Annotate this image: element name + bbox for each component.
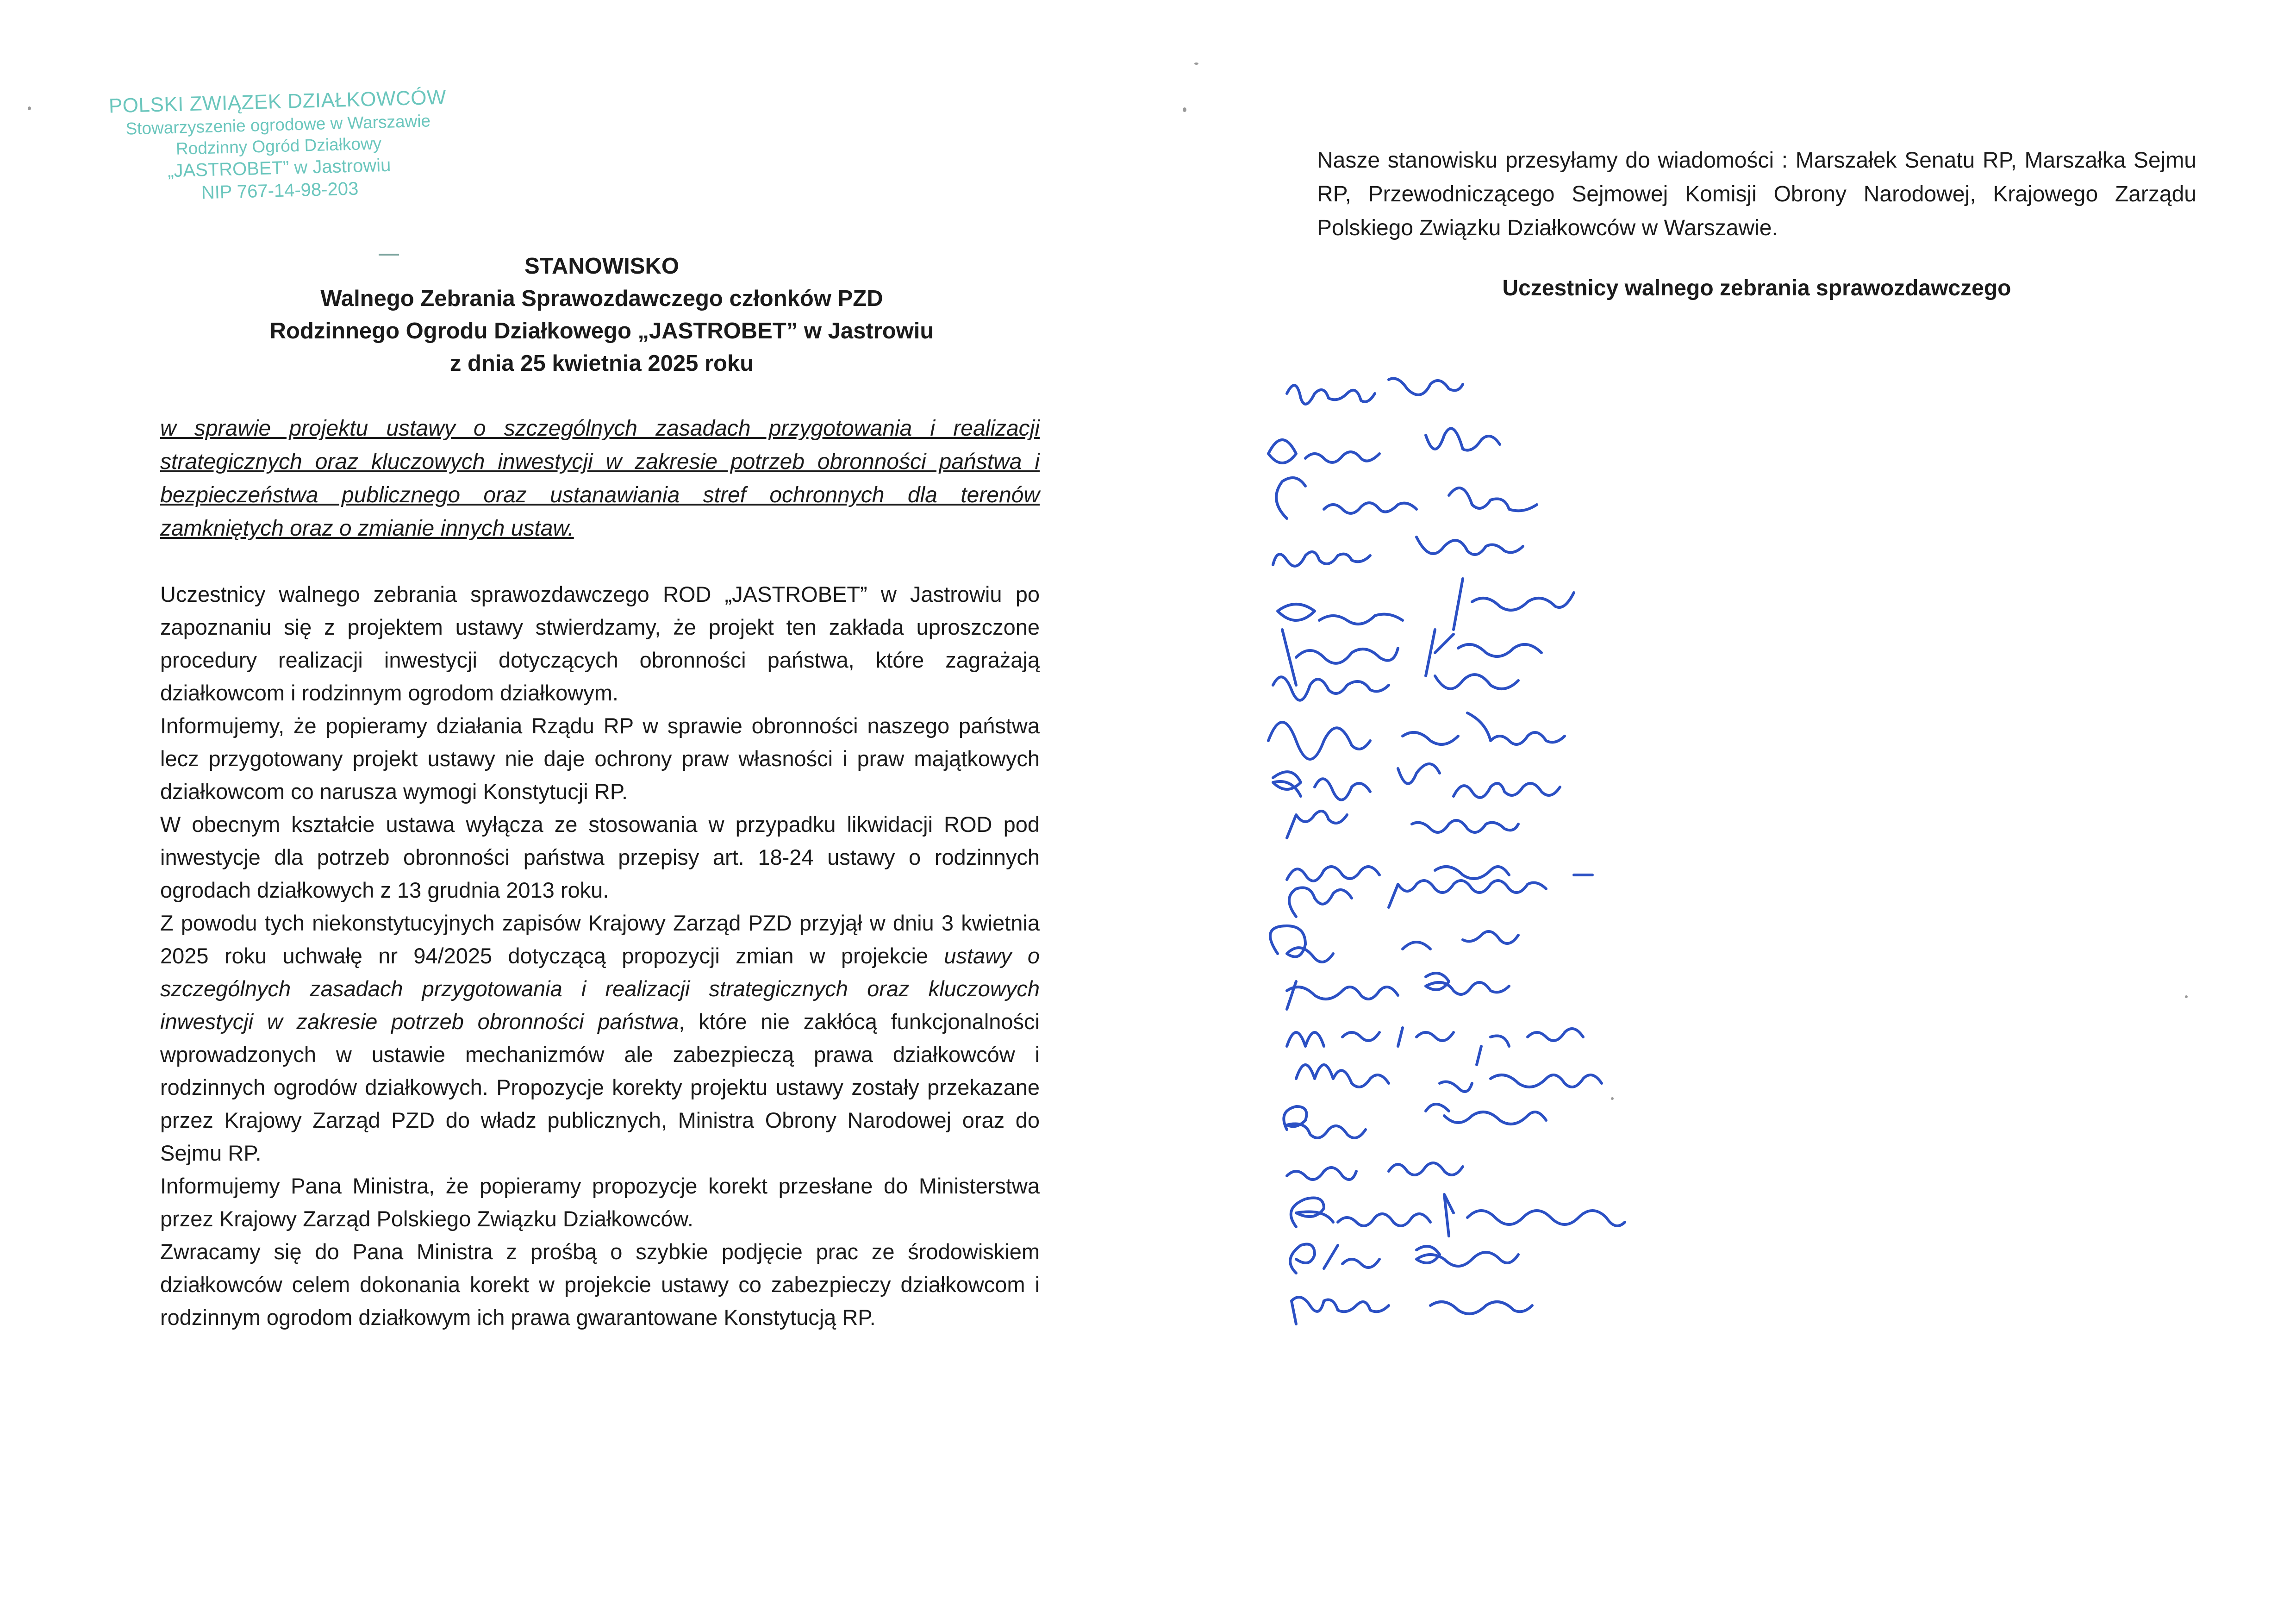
- signature-13: [1270, 926, 1518, 962]
- body-paragraph-5: Informujemy Pana Ministra, że popieramy propozycje korekt przesłane do Ministerstwa przez Krajowy Zarząd Polskiego Związku Działkowców.: [160, 1174, 1040, 1231]
- document-body: [160, 578, 1040, 1334]
- signature-18: [1287, 1163, 1463, 1180]
- signature-10: [1287, 811, 1518, 838]
- signature-1: [1287, 379, 1463, 404]
- stamp-line-1: POLSKI ZWIĄZEK DZIAŁKOWCÓW: [108, 86, 447, 118]
- body-paragraph-4-start: Z powodu tych niekonstytucyjnych zapisów Krajowy Zarząd PZD przyjął w dniu 3 kwietnia 2025 roku uchwałę nr 94/2025 dotyczącą propozycji zmian w projekcie: [160, 911, 1040, 968]
- signature-17: [1284, 1104, 1546, 1138]
- signature-4: [1273, 537, 1523, 566]
- signature-19: [1291, 1194, 1625, 1236]
- organization-stamp: [106, 86, 451, 206]
- signature-3: [1276, 478, 1537, 518]
- body-paragraph-3: W obecnym kształcie ustawa wyłącza ze stosowania w przypadku likwidacji ROD pod inwestycje dla potrzeb obronności państwa przepisy art. 18-24 ustawy o rodzinnych ogrodach działkowych z 13 grudnia 2013 roku.: [160, 812, 1040, 902]
- signature-12: [1289, 881, 1546, 917]
- body-paragraph-2: Informujemy, że popieramy działania Rządu RP w sprawie obronności naszego państwa lecz przygotowany projekt ustawy nie daje ochrony praw własności i praw majątkowych działkowcom co narusza wymogi Konstytucji RP.: [160, 713, 1040, 804]
- stamp-line-3: Rodzinny Ogród Działkowy: [175, 134, 382, 158]
- body-paragraph-6: Zwracamy się do Pana Ministra z prośbą o szybkie podjęcie prac ze środowiskiem działkowców celem dokonania korekt w projekcie ustawy co zabezpieczy działkowcom i rodzinnym ogrodom działkowym ich prawa gwarantowane Konstytucją RP.: [160, 1239, 1040, 1330]
- distribution-notice: Nasze stanowisku przesyłamy do wiadomości : Marszałek Senatu RP, Marszałka Sejmu RP, Przewodniczącego Sejmowej Komisji Obrony Narodowej, Krajowego Zarządu Polskiego Związku Działkowców w Warszawie.: [1317, 148, 2196, 240]
- stamp-line-2: Stowarzyszenie ogrodowe w Warszawie: [125, 111, 431, 138]
- signature-6: [1282, 630, 1541, 685]
- body-paragraph-4: [160, 906, 1040, 1169]
- participants-title: Uczestnicy walnego zebrania sprawozdawczego: [1502, 276, 2011, 300]
- signatures-list: [1250, 361, 1828, 1565]
- signature-9: [1273, 764, 1560, 800]
- scan-speck: [1611, 1097, 1614, 1100]
- signature-15: [1287, 1028, 1583, 1046]
- scan-speck: [2185, 995, 2188, 998]
- signature-7: [1273, 675, 1518, 700]
- signature-21: [1292, 1297, 1532, 1324]
- signature-20: [1290, 1244, 1518, 1274]
- stamp-line-4: „JASTROBET” w Jastrowiu: [167, 155, 391, 181]
- signature-14: [1287, 973, 1509, 1009]
- heading-line-2: Walnego Zebrania Sprawozdawczego członków PZD: [320, 286, 883, 311]
- heading-line-3: Rodzinnego Ogrodu Działkowego „JASTROBET” w Jastrowiu: [269, 319, 934, 344]
- signature-11: [1287, 867, 1592, 881]
- bill-title-italic: ustawy o szczególnych zasadach przygotowania i realizacji strategicznych oraz kluczowych inwestycji w zakresie potrzeb obronności państwa: [160, 943, 1040, 1034]
- signature-16: [1296, 1046, 1602, 1092]
- scan-speck: [28, 106, 31, 110]
- body-paragraph-1: Uczestnicy walnego zebrania sprawozdawczego ROD „JASTROBET” w Jastrowiu po zapoznaniu się z projektem ustawy stwierdzamy, że projekt ten zakłada uproszczone procedury realizacji inwestycji dotyczących obronności państwa, które zagrażają działkowcom i rodzinnym ogrodom działkowym.: [160, 582, 1040, 705]
- signature-8: [1268, 713, 1565, 759]
- signature-2: [1268, 428, 1500, 463]
- scan-speck: [1183, 107, 1186, 112]
- document-subject: w sprawie projektu ustawy o szczególnych zasadach przygotowania i realizacji strategicznych oraz kluczowych inwestycji w zakresie potrzeb obronności państwa i bezpieczeństwa publicznego oraz ustanawiania stref ochronnych dla terenów zamkniętych oraz o zmianie innych ustaw.: [160, 416, 1040, 541]
- document-title: STANOWISKO: [524, 254, 679, 279]
- stamp-line-5: NIP 767-14-98-203: [201, 178, 359, 203]
- signature-5: [1278, 579, 1574, 630]
- heading-date: z dnia 25 kwietnia 2025 roku: [449, 351, 754, 376]
- scan-speck: [1194, 62, 1198, 65]
- document-heading: [162, 250, 1042, 380]
- body-paragraph-4-end: , które nie zakłócą funkcjonalności wprowadzonych w ustawie mechanizmów ale zabezpieczą prawa działkowców i rodzinnych ogrodów działkowych. Propozycje korekty projektu ustawy zostały przekazane przez Krajowy Zarząd PZD do władz publicznych, Ministra Obrony Narodowej oraz do Sejmu RP.: [160, 1009, 1040, 1165]
